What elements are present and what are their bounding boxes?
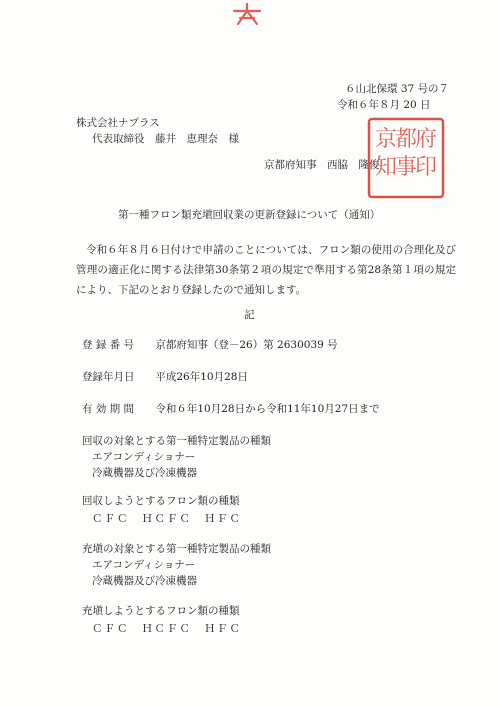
body-paragraph: 令和６年８月６日付けで申請のことについては、フロン類の使用の合理化及び管理の適正化に関する法律第30条第２項の規定で準用する第28条第１項の規定により、下記のとおり登録したので通知します。: [76, 244, 456, 296]
document-number: ６山北保環 37 号の７: [345, 83, 450, 95]
sender-name: 京都府知事 西脇 隆俊: [264, 159, 380, 171]
registration-number-label: 登 録 番 号: [82, 339, 135, 351]
section-item: 冷蔵機器及び冷凍機器: [92, 467, 197, 479]
section-item: エアコンディショナー: [92, 559, 196, 571]
svg-text:府: 府: [414, 127, 438, 152]
section-heading: 回収の対象とする第一種特定製品の種類: [82, 435, 271, 447]
recipient-company: 株式会社ナプラス: [76, 117, 160, 129]
registration-number-value: 京都府知事（登－26）第 2630039 号: [155, 339, 338, 351]
svg-text:印: 印: [414, 155, 438, 180]
svg-text:事: 事: [394, 155, 418, 180]
section-item: ＣＦＣ ＨＣＦＣ ＨＦＣ: [92, 513, 242, 525]
recipient-name: 代表取締役 藤井 恵理奈 様: [92, 133, 239, 145]
section-item: 冷蔵機器及び冷凍機器: [92, 575, 197, 587]
section-heading: 回収しようとするフロン類の種類: [82, 495, 240, 507]
validity-period-row: [82, 402, 380, 416]
registration-number-row: [82, 338, 338, 352]
section-item: エアコンディショナー: [92, 451, 196, 463]
validity-period-value: 令和６年10月28日から令和11年10月27日まで: [155, 403, 380, 415]
validity-period-label: 有 効 期 間: [82, 403, 135, 415]
document-title: 第一種フロン類充塡回収業の更新登録について（通知）: [118, 209, 381, 221]
red-stamp-mark-icon: [228, 2, 266, 28]
svg-text:都: 都: [394, 127, 418, 152]
svg-text:知: 知: [374, 155, 398, 180]
ki-marker: 記: [244, 309, 255, 321]
document-date: 令和６年８月 20 日: [337, 99, 431, 111]
svg-text:京: 京: [374, 127, 398, 152]
registration-date-label: 登録年月日: [82, 371, 135, 383]
official-seal: [366, 116, 446, 200]
section-heading: 充塡の対象とする第一種特定製品の種類: [82, 543, 271, 555]
section-item: ＣＦＣ ＨＣＦＣ ＨＦＣ: [92, 623, 242, 635]
registration-date-row: [82, 370, 248, 384]
section-heading: 充塡しようとするフロン類の種類: [82, 605, 240, 617]
registration-date-value: 平成26年10月28日: [155, 371, 248, 383]
